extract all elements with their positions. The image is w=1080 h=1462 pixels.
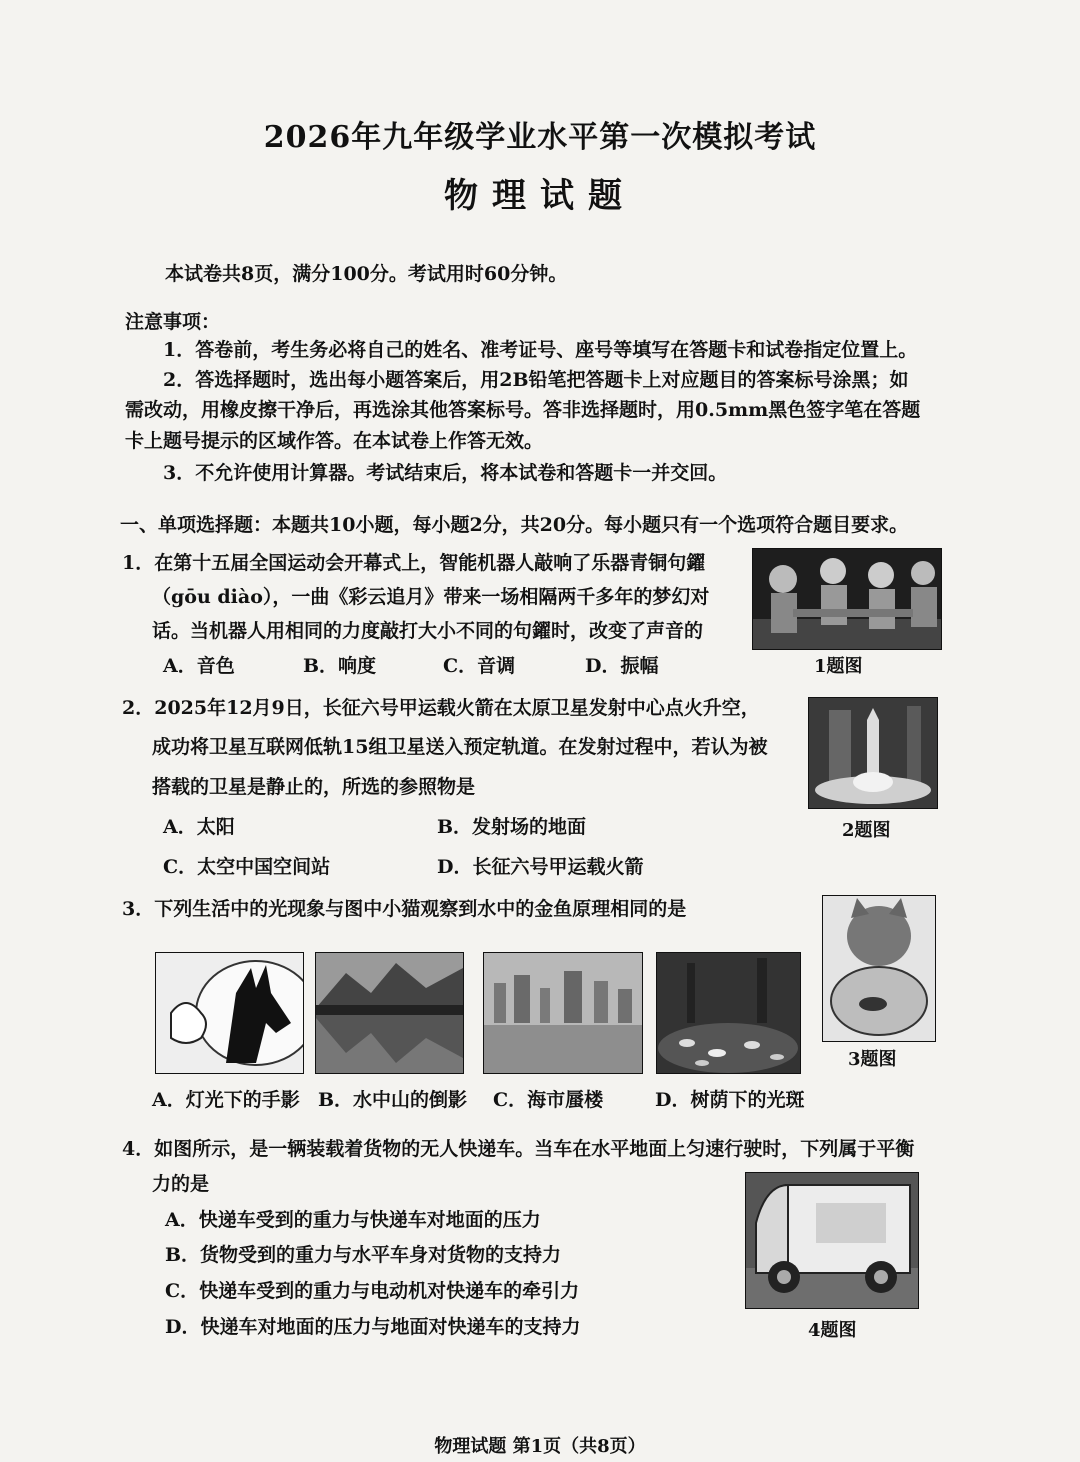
q4-delivery-vehicle-image [745, 1172, 919, 1309]
q1-option-b: B．响度 [303, 655, 377, 677]
q4-option-d: D．快递车对地面的压力与地面对快递车的支持力 [165, 1316, 581, 1338]
q4-line-2: 力的是 [152, 1173, 210, 1195]
q3-hand-shadow-image [155, 952, 304, 1074]
q3-option-b: B．水中山的倒影 [318, 1089, 468, 1111]
q4-caption: 4题图 [808, 1320, 857, 1341]
q2-caption: 2题图 [842, 820, 891, 841]
q4-option-b: B．货物受到的重力与水平车身对货物的支持力 [165, 1244, 562, 1266]
subject-title: 物理试题 [444, 176, 636, 216]
q4-option-c: C．快递车受到的重力与电动机对快递车的牵引力 [165, 1280, 580, 1302]
q1-line-2: （gōu diào），一曲《彩云追月》带来一场相隔两千多年的梦幻对 [152, 586, 710, 608]
q3-mountain-reflection-image [315, 952, 464, 1074]
q1-option-c: C．音调 [443, 655, 516, 677]
q1-option-d: D．振幅 [585, 655, 659, 677]
exam-title: 2026年九年级学业水平第一次模拟考试 [263, 120, 817, 155]
q3-mirage-image [483, 952, 643, 1074]
note-item-2-line-1: 2．答选择题时，选出每小题答案后，用2B铅笔把答题卡上对应题目的答案标号涂黑；如 [163, 369, 909, 391]
q1-line-3: 话。当机器人用相同的力度敲打大小不同的句鑃时，改变了声音的 [152, 620, 704, 642]
q4-line-1: 4．如图所示，是一辆装载着货物的无人快递车。当车在水平地面上匀速行驶时，下列属于平衡 [122, 1138, 915, 1160]
q4-option-a: A．快递车受到的重力与快递车对地面的压力 [165, 1209, 541, 1231]
page-footer: 物理试题 第1页（共8页） [434, 1436, 646, 1457]
q2-line-2: 成功将卫星互联网低轨15组卫星送入预定轨道。在发射过程中，若认为被 [152, 736, 768, 758]
note-item-2-line-3: 卡上题号提示的区域作答。在本试卷上作答无效。 [125, 430, 544, 452]
q2-option-a: A．太阳 [163, 816, 235, 838]
q1-robot-image [752, 548, 942, 650]
q3-line-1: 3．下列生活中的光现象与图中小猫观察到水中的金鱼原理相同的是 [122, 898, 687, 920]
exam-intro: 本试卷共8页，满分100分。考试用时60分钟。 [165, 263, 568, 285]
q1-option-a: A．音色 [163, 655, 235, 677]
q2-line-1: 2．2025年12月9日，长征六号甲运载火箭在太原卫星发射中心点火升空， [122, 697, 760, 719]
q2-line-3: 搭载的卫星是静止的，所选的参照物是 [152, 776, 476, 798]
note-item-1: 1．答卷前，考生务必将自己的姓名、准考证号、座号等填写在答题卡和试卷指定位置上。 [163, 339, 918, 361]
q3-option-a: A．灯光下的手影 [152, 1089, 300, 1111]
q3-option-d: D．树荫下的光斑 [655, 1089, 805, 1111]
q1-line-1: 1．在第十五届全国运动会开幕式上，智能机器人敲响了乐器青铜句鑃 [122, 552, 706, 574]
note-item-3: 3．不允许使用计算器。考试结束后，将本试卷和答题卡一并交回。 [163, 462, 728, 484]
note-item-2-line-2: 需改动，用橡皮擦干净后，再选涂其他答案标号。答非选择题时，用0.5mm黑色签字笔在答题 [125, 399, 921, 421]
q3-option-c: C．海市蜃楼 [493, 1089, 604, 1111]
section-1-heading: 一、单项选择题：本题共10小题，每小题2分，共20分。每小题只有一个选项符合题目要求。 [120, 514, 909, 536]
q3-cat-goldfish-image [822, 895, 936, 1042]
q2-option-c: C．太空中国空间站 [163, 856, 331, 878]
q3-tree-light-spots-image [656, 952, 801, 1074]
q1-caption: 1题图 [814, 656, 863, 677]
q2-rocket-image [808, 697, 938, 809]
q2-option-b: B．发射场的地面 [437, 816, 587, 838]
q2-option-d: D．长征六号甲运载火箭 [437, 856, 644, 878]
q3-caption: 3题图 [848, 1049, 897, 1070]
notes-heading: 注意事项： [125, 311, 221, 333]
